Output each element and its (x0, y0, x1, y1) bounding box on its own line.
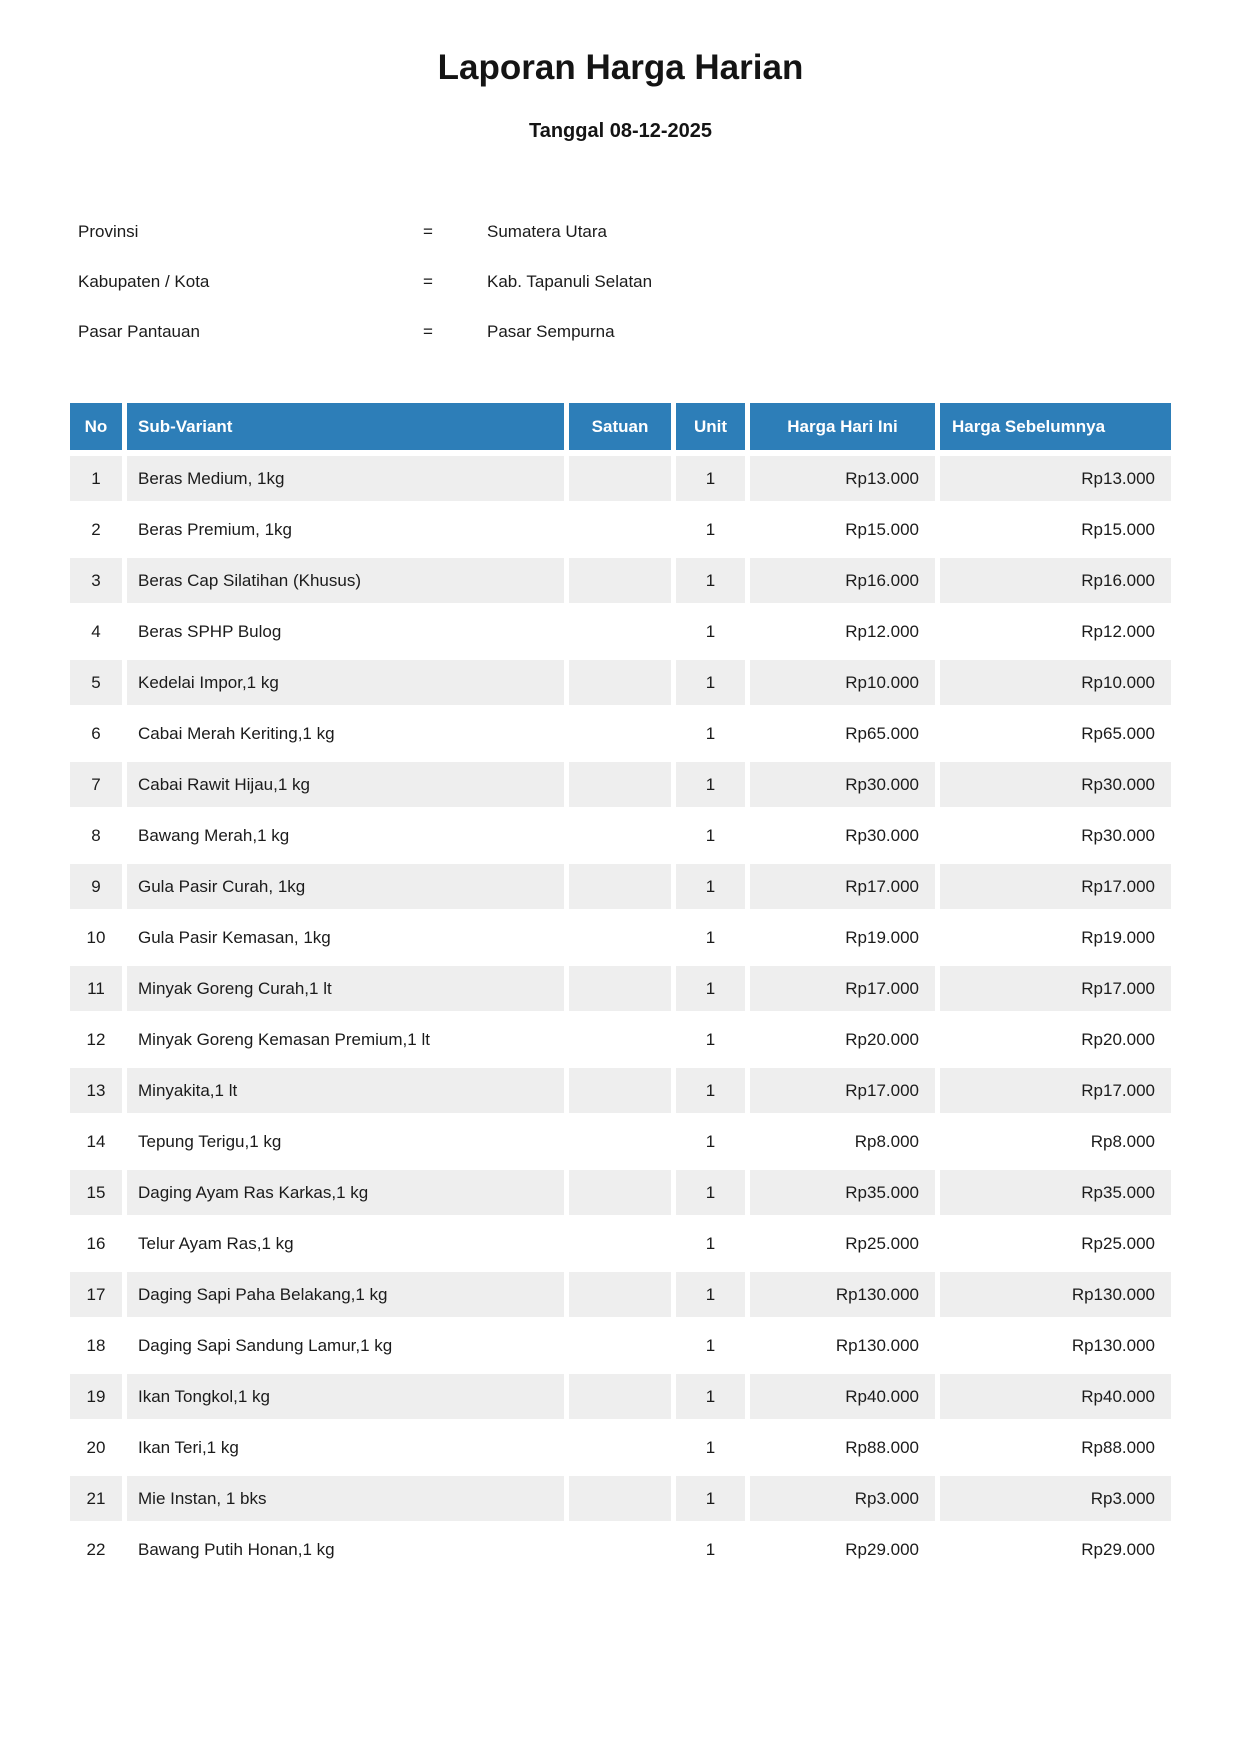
satuan-cell (569, 1476, 671, 1521)
sub-variant-cell: Cabai Rawit Hijau,1 kg (127, 762, 564, 807)
unit-cell: 1 (676, 1323, 745, 1368)
row-number-cell: 9 (70, 864, 122, 909)
harga-sebelumnya-cell: Rp8.000 (940, 1119, 1171, 1164)
sub-variant-cell: Minyak Goreng Kemasan Premium,1 lt (127, 1017, 564, 1062)
sub-variant-cell: Minyakita,1 lt (127, 1068, 564, 1113)
table-row (70, 1068, 1171, 1113)
sub-variant-cell: Bawang Putih Honan,1 kg (127, 1527, 564, 1572)
sub-variant-cell: Beras Cap Silatihan (Khusus) (127, 558, 564, 603)
row-number-cell: 11 (70, 966, 122, 1011)
info-value: Pasar Sempurna (487, 322, 615, 341)
satuan-cell (569, 1374, 671, 1419)
sub-variant-cell: Cabai Merah Keriting,1 kg (127, 711, 564, 756)
harga-sebelumnya-cell: Rp3.000 (940, 1476, 1171, 1521)
satuan-cell (569, 1017, 671, 1062)
unit-cell: 1 (676, 1374, 745, 1419)
sub-variant-cell: Gula Pasir Kemasan, 1kg (127, 915, 564, 960)
unit-cell: 1 (676, 1170, 745, 1215)
harga-sebelumnya-cell: Rp12.000 (940, 609, 1171, 654)
harga-sebelumnya-cell: Rp17.000 (940, 864, 1171, 909)
equals-sign: = (423, 272, 433, 291)
sub-variant-cell: Mie Instan, 1 bks (127, 1476, 564, 1521)
table-row (70, 660, 1171, 705)
sub-variant-cell: Ikan Teri,1 kg (127, 1425, 564, 1470)
sub-variant-cell: Minyak Goreng Curah,1 lt (127, 966, 564, 1011)
satuan-cell (569, 1221, 671, 1266)
info-row-provinsi (78, 207, 1241, 257)
harga-sebelumnya-cell: Rp16.000 (940, 558, 1171, 603)
table-row (70, 813, 1171, 858)
harga-hari-ini-cell: Rp65.000 (750, 711, 935, 756)
harga-sebelumnya-cell: Rp65.000 (940, 711, 1171, 756)
page-title: Laporan Harga Harian (437, 48, 804, 87)
harga-hari-ini-cell: Rp13.000 (750, 456, 935, 501)
unit-cell: 1 (676, 1221, 745, 1266)
row-number-cell: 10 (70, 915, 122, 960)
row-number-cell: 8 (70, 813, 122, 858)
row-number-cell: 14 (70, 1119, 122, 1164)
table-row (70, 1017, 1171, 1062)
table-row (70, 915, 1171, 960)
table-row (70, 864, 1171, 909)
sub-variant-cell: Daging Sapi Paha Belakang,1 kg (127, 1272, 564, 1317)
harga-hari-ini-cell: Rp17.000 (750, 966, 935, 1011)
column-header-harga-sebelumnya: Harga Sebelumnya (940, 403, 1171, 450)
unit-cell: 1 (676, 558, 745, 603)
harga-sebelumnya-cell: Rp15.000 (940, 507, 1171, 552)
row-number-cell: 19 (70, 1374, 122, 1419)
harga-sebelumnya-cell: Rp29.000 (940, 1527, 1171, 1572)
report-info (78, 207, 1241, 357)
row-number-cell: 21 (70, 1476, 122, 1521)
harga-sebelumnya-cell: Rp40.000 (940, 1374, 1171, 1419)
harga-hari-ini-cell: Rp15.000 (750, 507, 935, 552)
harga-hari-ini-cell: Rp88.000 (750, 1425, 935, 1470)
sub-variant-cell: Telur Ayam Ras,1 kg (127, 1221, 564, 1266)
table-row (70, 507, 1171, 552)
harga-sebelumnya-cell: Rp20.000 (940, 1017, 1171, 1062)
satuan-cell (569, 1170, 671, 1215)
harga-hari-ini-cell: Rp16.000 (750, 558, 935, 603)
table-row (70, 1272, 1171, 1317)
satuan-cell (569, 609, 671, 654)
table-row (70, 1323, 1171, 1368)
satuan-cell (569, 1119, 671, 1164)
harga-sebelumnya-cell: Rp88.000 (940, 1425, 1171, 1470)
harga-hari-ini-cell: Rp20.000 (750, 1017, 935, 1062)
table-header-row (70, 403, 1171, 450)
row-number-cell: 16 (70, 1221, 122, 1266)
table-row (70, 1476, 1171, 1521)
harga-sebelumnya-cell: Rp130.000 (940, 1272, 1171, 1317)
info-label: Kabupaten / Kota (78, 272, 210, 291)
unit-cell: 1 (676, 966, 745, 1011)
table-row (70, 966, 1171, 1011)
harga-hari-ini-cell: Rp17.000 (750, 1068, 935, 1113)
row-number-cell: 20 (70, 1425, 122, 1470)
harga-sebelumnya-cell: Rp30.000 (940, 813, 1171, 858)
harga-sebelumnya-cell: Rp13.000 (940, 456, 1171, 501)
sub-variant-cell: Beras Medium, 1kg (127, 456, 564, 501)
harga-hari-ini-cell: Rp35.000 (750, 1170, 935, 1215)
harga-hari-ini-cell: Rp17.000 (750, 864, 935, 909)
row-number-cell: 1 (70, 456, 122, 501)
harga-hari-ini-cell: Rp19.000 (750, 915, 935, 960)
satuan-cell (569, 966, 671, 1011)
unit-cell: 1 (676, 1425, 745, 1470)
info-value: Sumatera Utara (487, 222, 607, 241)
row-number-cell: 18 (70, 1323, 122, 1368)
harga-sebelumnya-cell: Rp25.000 (940, 1221, 1171, 1266)
satuan-cell (569, 558, 671, 603)
unit-cell: 1 (676, 507, 745, 552)
harga-hari-ini-cell: Rp30.000 (750, 813, 935, 858)
unit-cell: 1 (676, 1476, 745, 1521)
column-header-satuan: Satuan (569, 403, 671, 450)
column-header-no: No (70, 403, 122, 450)
satuan-cell (569, 1323, 671, 1368)
column-header-sub-variant: Sub-Variant (127, 403, 564, 450)
row-number-cell: 12 (70, 1017, 122, 1062)
harga-hari-ini-cell: Rp30.000 (750, 762, 935, 807)
info-label: Provinsi (78, 222, 139, 241)
table-row (70, 1170, 1171, 1215)
sub-variant-cell: Daging Ayam Ras Karkas,1 kg (127, 1170, 564, 1215)
satuan-cell (569, 1068, 671, 1113)
row-number-cell: 6 (70, 711, 122, 756)
sub-variant-cell: Gula Pasir Curah, 1kg (127, 864, 564, 909)
harga-sebelumnya-cell: Rp17.000 (940, 966, 1171, 1011)
unit-cell: 1 (676, 609, 745, 654)
table-row (70, 609, 1171, 654)
sub-variant-cell: Bawang Merah,1 kg (127, 813, 564, 858)
satuan-cell (569, 456, 671, 501)
unit-cell: 1 (676, 1017, 745, 1062)
sub-variant-cell: Daging Sapi Sandung Lamur,1 kg (127, 1323, 564, 1368)
satuan-cell (569, 864, 671, 909)
harga-hari-ini-cell: Rp40.000 (750, 1374, 935, 1419)
harga-hari-ini-cell: Rp10.000 (750, 660, 935, 705)
unit-cell: 1 (676, 456, 745, 501)
harga-sebelumnya-cell: Rp30.000 (940, 762, 1171, 807)
unit-cell: 1 (676, 813, 745, 858)
harga-sebelumnya-cell: Rp17.000 (940, 1068, 1171, 1113)
unit-cell: 1 (676, 660, 745, 705)
sub-variant-cell: Tepung Terigu,1 kg (127, 1119, 564, 1164)
satuan-cell (569, 711, 671, 756)
harga-hari-ini-cell: Rp29.000 (750, 1527, 935, 1572)
satuan-cell (569, 915, 671, 960)
satuan-cell (569, 1425, 671, 1470)
harga-sebelumnya-cell: Rp19.000 (940, 915, 1171, 960)
column-header-harga-hari-ini: Harga Hari Ini (750, 403, 935, 450)
table-row (70, 1119, 1171, 1164)
row-number-cell: 17 (70, 1272, 122, 1317)
table-row (70, 1221, 1171, 1266)
unit-cell: 1 (676, 1527, 745, 1572)
unit-cell: 1 (676, 711, 745, 756)
row-number-cell: 22 (70, 1527, 122, 1572)
price-table (65, 397, 1176, 1578)
harga-hari-ini-cell: Rp8.000 (750, 1119, 935, 1164)
row-number-cell: 15 (70, 1170, 122, 1215)
table-row (70, 711, 1171, 756)
info-row-kabupaten (78, 257, 1241, 307)
info-label: Pasar Pantauan (78, 322, 200, 341)
satuan-cell (569, 1527, 671, 1572)
unit-cell: 1 (676, 762, 745, 807)
row-number-cell: 5 (70, 660, 122, 705)
unit-cell: 1 (676, 1068, 745, 1113)
harga-sebelumnya-cell: Rp35.000 (940, 1170, 1171, 1215)
satuan-cell (569, 813, 671, 858)
row-number-cell: 4 (70, 609, 122, 654)
info-row-pasar (78, 307, 1241, 357)
row-number-cell: 2 (70, 507, 122, 552)
unit-cell: 1 (676, 864, 745, 909)
harga-hari-ini-cell: Rp3.000 (750, 1476, 935, 1521)
equals-sign: = (423, 222, 433, 241)
row-number-cell: 3 (70, 558, 122, 603)
harga-sebelumnya-cell: Rp10.000 (940, 660, 1171, 705)
unit-cell: 1 (676, 1272, 745, 1317)
sub-variant-cell: Kedelai Impor,1 kg (127, 660, 564, 705)
table-row (70, 1374, 1171, 1419)
date-line: Tanggal 08-12-2025 (528, 120, 713, 142)
table-row (70, 558, 1171, 603)
harga-hari-ini-cell: Rp130.000 (750, 1272, 935, 1317)
table-row (70, 762, 1171, 807)
harga-sebelumnya-cell: Rp130.000 (940, 1323, 1171, 1368)
unit-cell: 1 (676, 1119, 745, 1164)
sub-variant-cell: Beras SPHP Bulog (127, 609, 564, 654)
harga-hari-ini-cell: Rp130.000 (750, 1323, 935, 1368)
table-row (70, 456, 1171, 501)
satuan-cell (569, 762, 671, 807)
satuan-cell (569, 1272, 671, 1317)
sub-variant-cell: Beras Premium, 1kg (127, 507, 564, 552)
sub-variant-cell: Ikan Tongkol,1 kg (127, 1374, 564, 1419)
table-row (70, 1527, 1171, 1572)
row-number-cell: 7 (70, 762, 122, 807)
satuan-cell (569, 507, 671, 552)
satuan-cell (569, 660, 671, 705)
harga-hari-ini-cell: Rp25.000 (750, 1221, 935, 1266)
harga-hari-ini-cell: Rp12.000 (750, 609, 935, 654)
column-header-unit: Unit (676, 403, 745, 450)
row-number-cell: 13 (70, 1068, 122, 1113)
equals-sign: = (423, 322, 433, 341)
unit-cell: 1 (676, 915, 745, 960)
info-value: Kab. Tapanuli Selatan (487, 272, 653, 291)
table-row (70, 1425, 1171, 1470)
